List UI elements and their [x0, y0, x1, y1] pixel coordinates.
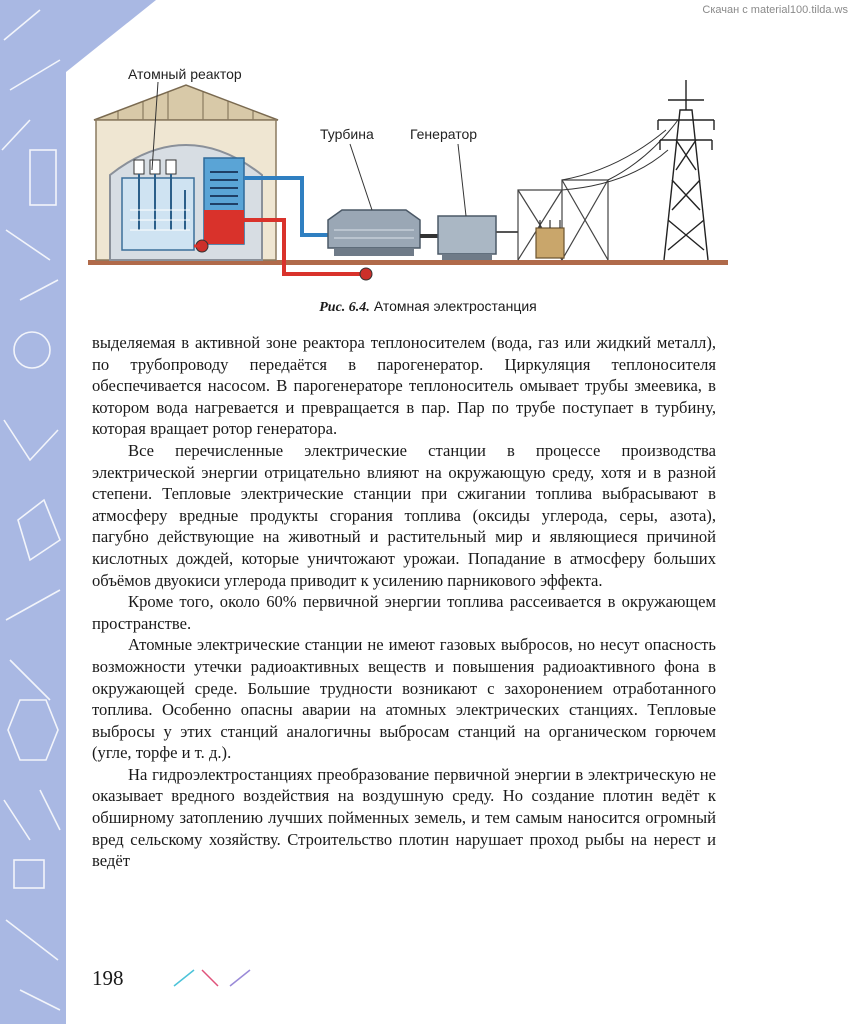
- page-number: 198: [92, 966, 124, 990]
- paragraph: Все перечисленные электрические станции в процессе производства электрической энергии отрицательно влияют на окружающую среду, хотя и в разной степени. Тепловые электрические станции при сжигании топлива выбрасывают в атмосферу вредные продукты сгорания топлива (оксиды углерода, серы, азота), пагубно действующие на животный и растительный мир и являющиеся причиной кислотных дождей, которые уничтожают урожаи. Попадание в атмосферу больших объёмов двуокиси углерода приводит к усилению парникового эффекта.: [92, 440, 716, 590]
- generator: [438, 216, 496, 260]
- caption-number: Рис. 6.4.: [319, 300, 370, 315]
- paragraph: выделяемая в активной зоне реактора теплоносителем (вода, газ или жидкий металл), по трубопроводу передаётся в парогенератор. Циркуляция теплоносителя обеспечивается насосом. В парогенераторе теплоноситель омывает трубы змеевика, в котором вода нагревается и превращается в пар. Пар по трубе поступает в турбину, которая вращает ротор генератора.: [92, 333, 716, 439]
- transmission-tower: [658, 80, 714, 260]
- turbine-label: Турбина: [320, 126, 374, 142]
- nuclear-plant-diagram: [88, 60, 728, 295]
- geometric-pattern-icon: [0, 0, 66, 1024]
- page-decoration-icon: [172, 968, 262, 988]
- power-plant-figure: [88, 60, 728, 295]
- paragraph: На гидроэлектростанциях преобразование первичной энергии в электрическую не оказывает вредного воздействия на воздушную среду. Но создание плотин ведёт к обширному затоплению лучших пойменных земель, и тем самым наносится огромный вред сельскому хозяйству. Строительство плотин нарушает проход рыбы на нерест и ведёт: [92, 764, 716, 871]
- watermark: Скачан с material100.tilda.ws: [702, 4, 848, 16]
- reactor-building: [94, 85, 278, 260]
- paragraph: Кроме того, около 60% первичной энергии топлива рассеивается в окружающем пространстве.: [92, 592, 716, 633]
- substation: [518, 180, 608, 260]
- generator-label: Генератор: [410, 126, 478, 142]
- reactor-label: Атомный реактор: [128, 66, 242, 82]
- decorative-side-band: [0, 0, 66, 1024]
- caption-text: Атомная электростанция: [373, 298, 537, 314]
- turbine: [328, 210, 420, 256]
- generator-leader-line: [458, 144, 466, 216]
- turbine-leader-line: [350, 144, 372, 210]
- body-text: [92, 332, 716, 872]
- figure-caption: [0, 298, 856, 316]
- pump-icon: [360, 268, 372, 280]
- paragraph: Атомные электрические станции не имеют газовых выбросов, но несут опасность возможности утечки радиоактивных веществ и повышения радиоактивного фона в окружающей среде. Большие трудности возникают с захоронением отработанного топлива. Особенно опасны аварии на атомных электрических станциях. Тепловые выбросы у этих станций аналогичны выбросам станций на органическом горючем (угле, торфе и т. д.).: [92, 635, 716, 763]
